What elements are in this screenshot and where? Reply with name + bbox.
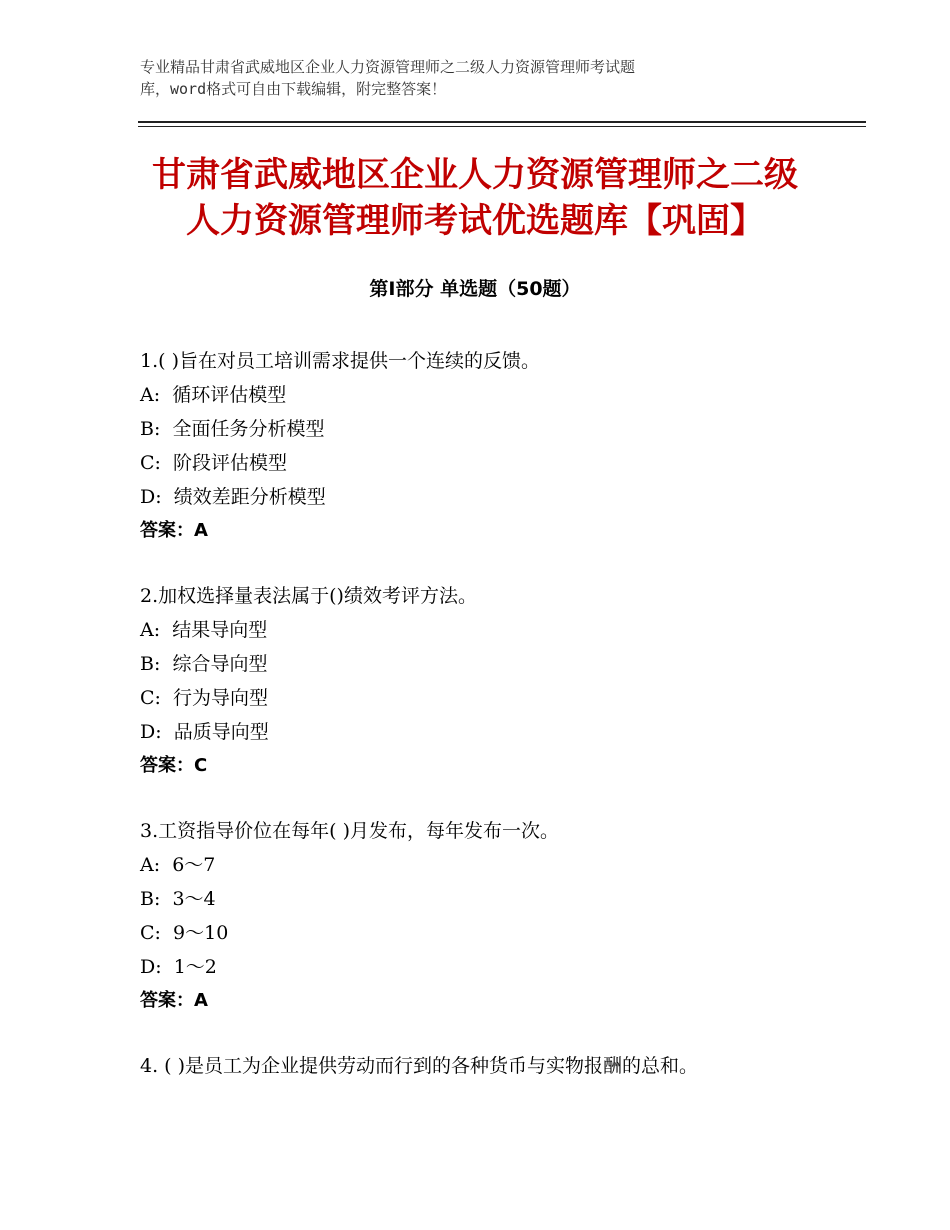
question-3: [140, 814, 860, 1018]
question-4: [140, 1049, 860, 1083]
option-d: D: 绩效差距分析模型: [140, 486, 326, 508]
question-stem: 3.工资指导价位在每年( )月发布，每年发布一次。: [140, 820, 559, 842]
header-note: [140, 56, 820, 100]
option-d: D: 品质导向型: [140, 721, 269, 743]
header-note-line-2: 库，word格式可自由下载编辑，附完整答案！: [140, 80, 447, 98]
option-c: C: 阶段评估模型: [140, 452, 288, 474]
option-a: A: 结果导向型: [140, 619, 268, 641]
option-a: A: 6～7: [140, 854, 216, 876]
section-title: 第Ⅰ部分 单选题（50题）: [369, 278, 581, 300]
question-stem: 2.加权选择量表法属于()绩效考评方法。: [140, 585, 477, 607]
option-a: A: 循环评估模型: [140, 384, 287, 406]
header-divider-thick: [138, 121, 866, 123]
answer-label: 答案：A: [140, 520, 208, 541]
question-2: [140, 579, 860, 783]
option-b: B: 综合导向型: [140, 653, 268, 675]
question-stem: 4. ( )是员工为企业提供劳动而行到的各种货币与实物报酬的总和。: [140, 1055, 699, 1077]
option-d: D: 1～2: [140, 956, 217, 978]
header-divider-thin: [138, 126, 866, 127]
answer-label: 答案：A: [140, 990, 208, 1011]
option-c: C: 9～10: [140, 922, 229, 944]
answer-label: 答案：C: [140, 755, 208, 776]
header-note-line-1: 专业精品甘肃省武威地区企业人力资源管理师之二级人力资源管理师考试题: [140, 58, 636, 76]
option-b: B: 3～4: [140, 888, 216, 910]
option-b: B: 全面任务分析模型: [140, 418, 325, 440]
option-c: C: 行为导向型: [140, 687, 269, 709]
document-title-line-2: 人力资源管理师考试优选题库【巩固】: [186, 201, 764, 241]
question-1: [140, 344, 860, 548]
question-list: [140, 344, 860, 1114]
document-title-line-1: 甘肃省武威地区企业人力资源管理师之二级: [152, 155, 798, 195]
question-stem: 1.( )旨在对员工培训需求提供一个连续的反馈。: [140, 350, 540, 372]
document-title: [60, 152, 890, 244]
